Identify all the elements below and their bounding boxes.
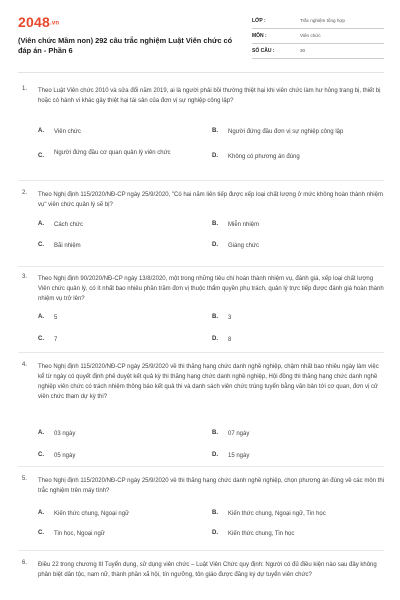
logo-main: 2048: [18, 14, 50, 30]
meta-class: [252, 14, 384, 29]
option-letter: B.: [212, 510, 218, 516]
question-2: [18, 190, 384, 260]
option-a[interactable]: [38, 217, 208, 233]
header-divider: [18, 72, 384, 73]
option-text: Kiến thức chung, Ngoại ngữ, Tin học: [228, 511, 326, 517]
option-text: 7: [54, 337, 58, 343]
option-text: 8: [228, 337, 232, 343]
option-b[interactable]: [212, 310, 382, 326]
document-title: (Viên chức Mầm non) 292 câu trắc nghiệm Luật Viên chức có đáp án - Phần 6: [18, 36, 233, 55]
meta-question-count: [252, 44, 384, 59]
option-text: Kiến thức chung, Tin học: [228, 531, 295, 537]
question-text: Theo Luật Viên chức 2010 và sửa đổi năm 2019, ai là người phải bồi thường thiệt hại khi viên chức làm hư hỏng trang bị, thiết bị hoặc có hành vi khác gây thiệt hại tài sản của đơn vị sự nghiệp công lập?: [38, 88, 381, 104]
question-4: [18, 362, 384, 462]
meta-subject: [252, 29, 384, 44]
option-b[interactable]: [212, 506, 382, 522]
document-header: [18, 14, 384, 62]
option-text: Người đứng đầu cơ quan quản lý viên chức: [54, 150, 171, 156]
meta-label: SỐ CÂU :: [252, 48, 275, 54]
question-5: [18, 476, 384, 546]
option-letter: C.: [38, 530, 44, 536]
option-text: Kiến thức chung, Ngoại ngữ: [54, 511, 130, 517]
question-text: Theo Nghị định 115/2020/NĐ-CP ngày 25/9/2020 về thi thăng hạng chức danh nghề nghiệp, chọn phương án đúng về các môn thi trắc nghiệm trên máy tính?: [38, 478, 384, 494]
option-b[interactable]: [212, 217, 382, 233]
option-letter: C.: [38, 336, 44, 342]
option-text: 05 ngày: [54, 453, 76, 459]
option-d[interactable]: [212, 238, 382, 254]
option-c[interactable]: [38, 526, 208, 542]
document-meta: [252, 14, 384, 59]
question-text: Điều 22 trong chương III Tuyển dụng, sử dụng viên chức – Luật Viên Chức quy định: Người có đủ điều kiện nào sau đây không phân biệt dân tộc, nam nữ, thành phần xã hội, tín ngưỡng, tôn giáo được đăng ký dự tuyển viên chức?: [38, 562, 377, 578]
question-3: [18, 274, 384, 350]
option-letter: A.: [38, 314, 44, 320]
question-text: Theo Nghị định 115/2020/NĐ-CP ngày 25/9/2020, "Có hai năm liên tiếp được xếp loại chất lượng ở mức không hoàn thành nhiệm vụ" viên chức quản lý sẽ bị?: [38, 192, 383, 208]
option-text: 3: [228, 315, 232, 321]
question-separator: [18, 266, 384, 267]
meta-label: LỚP :: [252, 18, 266, 24]
option-d[interactable]: [212, 332, 382, 348]
option-c[interactable]: [38, 238, 208, 254]
option-text: 15 ngày: [228, 453, 250, 459]
option-text: Người đứng đầu đơn vị sự nghiệp công lập: [228, 129, 344, 135]
option-letter: A.: [38, 430, 44, 436]
meta-label: MÔN :: [252, 33, 267, 39]
option-text: Không có phương án đúng: [228, 154, 300, 160]
option-d[interactable]: [212, 149, 382, 165]
question-text: Theo Nghị định 115/2020/NĐ-CP ngày 25/9/2020 về thi thăng hạng chức danh nghề nghiệp, chậm nhất bao nhiêu ngày làm việc kể từ ngày có quyết định phê duyệt kết quả kỳ thi thăng hạng chức danh nghề nghiệp, Hội đồng thi thăng hạng chức danh nghề nghiệp viên chức có trách nhiệm thông báo kết quả thi và danh sách viên chức trúng tuyển bằng văn bản tới cơ quan, đơn vị cử viên chức tham dự kỳ thi?: [38, 364, 379, 400]
question-text: Theo Nghị định 90/2020/NĐ-CP ngày 13/8/2020, một trong những tiêu chí hoàn thành nhiệm vụ, đánh giá, xếp loại chất lượng Viên chức quản lý, có ít nhất bao nhiêu phần trăm đơn vị thuộc thẩm quyền phụ trách, quản lý trực tiếp được đánh giá hoàn thành nhiệm vụ trở lên?: [38, 276, 384, 302]
meta-value: 30: [300, 48, 306, 53]
question-separator: [18, 550, 384, 551]
option-letter: C.: [38, 242, 44, 248]
option-a[interactable]: [38, 310, 208, 326]
option-text: Giáng chức: [228, 243, 260, 249]
option-text: Tin học, Ngoại ngữ: [54, 531, 105, 537]
option-c[interactable]: [38, 332, 208, 348]
question-separator: [18, 466, 384, 467]
site-logo[interactable]: [18, 14, 59, 30]
option-b[interactable]: [212, 426, 382, 442]
option-letter: A.: [38, 128, 44, 134]
option-a[interactable]: [38, 506, 208, 522]
option-letter: D.: [212, 242, 218, 248]
option-c[interactable]: [38, 149, 208, 165]
logo-suffix: .vn: [49, 20, 60, 27]
option-d[interactable]: [212, 448, 382, 464]
option-c[interactable]: [38, 448, 208, 464]
option-letter: A.: [38, 510, 44, 516]
option-text: 03 ngày: [54, 431, 76, 437]
option-letter: B.: [212, 221, 218, 227]
question-number: 6.: [22, 560, 28, 566]
question-number: 3.: [22, 274, 28, 280]
option-d[interactable]: [212, 526, 382, 542]
option-text: Miễn nhiệm: [228, 222, 260, 228]
option-b[interactable]: [212, 124, 382, 140]
option-a[interactable]: [38, 124, 208, 140]
option-letter: D.: [212, 336, 218, 342]
question-number: 5.: [22, 476, 28, 482]
option-letter: C.: [38, 153, 44, 159]
question-number: 4.: [22, 362, 28, 368]
option-letter: C.: [38, 452, 44, 458]
question-number: 2.: [22, 190, 28, 196]
option-text: Bãi nhiệm: [54, 243, 81, 249]
meta-value: Viên chức: [300, 33, 321, 38]
option-text: 07 ngày: [228, 431, 250, 437]
question-number: 1.: [22, 86, 28, 92]
question-separator: [18, 180, 384, 181]
option-text: Cách chức: [54, 222, 84, 228]
question-1: [18, 86, 384, 170]
option-letter: D.: [212, 530, 218, 536]
option-letter: A.: [38, 221, 44, 227]
option-letter: B.: [212, 430, 218, 436]
meta-value: Trắc nghiệm tổng hợp: [300, 18, 345, 23]
question-separator: [18, 352, 384, 353]
option-text: Viên chức: [54, 129, 81, 135]
option-letter: D.: [212, 452, 218, 458]
question-6: [18, 560, 384, 596]
option-a[interactable]: [38, 426, 208, 442]
option-letter: B.: [212, 314, 218, 320]
option-text: 5: [54, 315, 58, 321]
option-letter: B.: [212, 128, 218, 134]
option-letter: D.: [212, 153, 218, 159]
